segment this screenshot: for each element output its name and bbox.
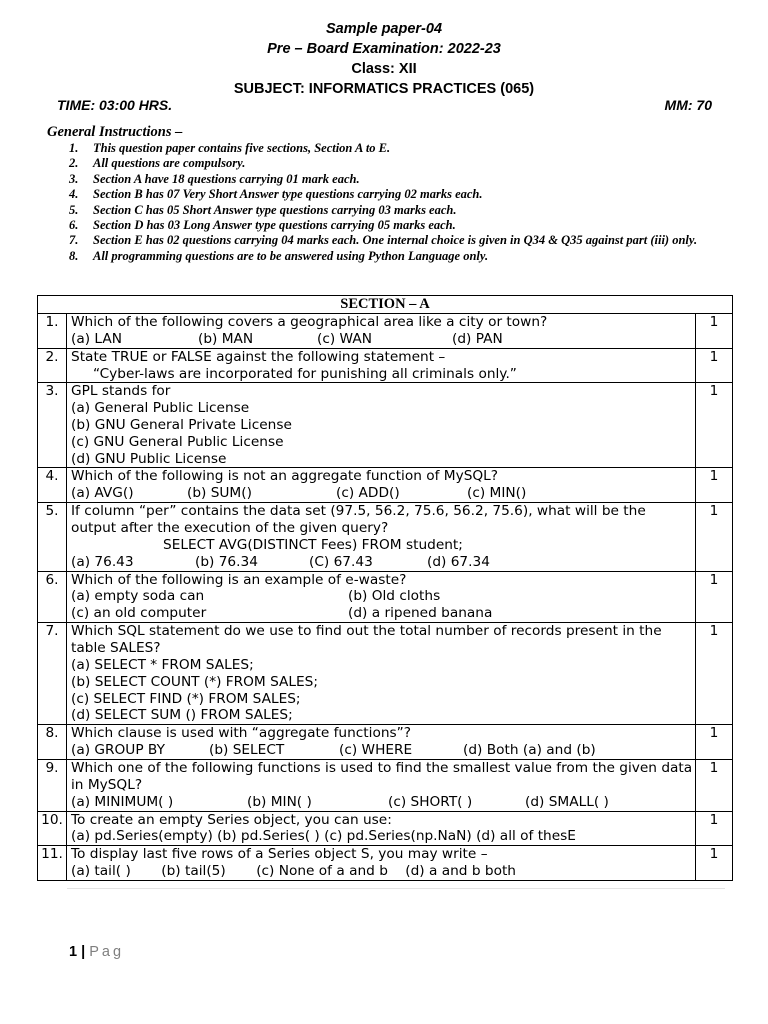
option: (c) an old computer [71, 605, 207, 622]
option: (d) SELECT SUM () FROM SALES; [71, 707, 293, 724]
question-number: 9. [38, 759, 67, 811]
question-number: 1. [38, 314, 67, 349]
question-row [38, 759, 733, 811]
option: (a) 76.43 [71, 553, 134, 570]
option: (c) MIN() [467, 485, 527, 502]
question-text: Which of the following is an example of e-waste? (a) empty soda can (b) Old cloths (c) an old computer (d) a ripened banana [67, 571, 696, 623]
question-row [38, 314, 733, 349]
question-marks: 1 [696, 759, 733, 811]
question-text: Which SQL statement do we use to find out the total number of records present in the table SALES? (a) SELECT * FROM SALES; (b) SELECT COUNT (*) FROM SALES; (c) SELECT FIND (*) FROM SALES; (d) SELECT SUM () FROM SALES; [67, 623, 696, 725]
footer-separator: | [81, 944, 86, 960]
options-row [71, 554, 695, 571]
option: (d) Both (a) and (b) [463, 741, 596, 758]
section-a-table [37, 295, 733, 881]
question-text: To display last five rows of a Series object S, you may write – (a) tail( ) (b) tail(5) (c) None of a and b (d) a and b both [67, 846, 696, 881]
option: (b) SUM() [187, 485, 252, 502]
footer-divider [67, 888, 725, 889]
question-row [38, 503, 733, 571]
question-number: 5. [38, 503, 67, 571]
question-row [38, 571, 733, 623]
paper-header [0, 19, 768, 99]
question-marks: 1 [696, 348, 733, 383]
question-text: Which one of the following functions is used to find the smallest value from the given data in MySQL? (a) MINIMUM( ) (b) MIN( ) (c) SHORT( ) (d) SMALL( ) [67, 759, 696, 811]
options-row: (a) pd.Series(empty) (b) pd.Series( ) (c) pd.Series(np.NaN) (d) all of thesE [71, 828, 576, 845]
class-label: Class: XII [351, 61, 417, 77]
option: (c) WHERE [339, 741, 413, 758]
page-label: Pag [89, 944, 125, 960]
instructions-title: General Instructions – [47, 124, 183, 140]
option: (b) MIN( ) [247, 793, 312, 810]
question-number: 11. [38, 846, 67, 881]
question-text: If column “per” contains the data set (97.5, 56.2, 75.6, 56.2, 75.6), what will be the output after the execution of the given query? SELECT AVG(DISTINCT Fees) FROM student; (a) 76.43 (b) 76.34 (C) 67.43 (d) 67.34 [67, 503, 696, 571]
option: (b) GNU General Private License [71, 416, 292, 433]
instruction-item: 1. This question paper contains five sections, Section A to E. [69, 141, 391, 155]
page-footer [69, 944, 124, 960]
option: (a) LAN [71, 330, 122, 347]
option: (d) GNU Public License [71, 450, 227, 467]
option: (a) General Public License [71, 400, 250, 417]
option: (C) 67.43 [309, 553, 373, 570]
instruction-item: 4. Section B has 07 Very Short Answer type questions carrying 02 marks each. [69, 187, 483, 202]
sql-query: SELECT AVG(DISTINCT Fees) FROM student; [163, 536, 463, 553]
question-number: 4. [38, 468, 67, 503]
options-row: (a) tail( ) (b) tail(5) (c) None of a and b (d) a and b both [71, 862, 516, 879]
question-marks: 1 [696, 468, 733, 503]
time-label: TIME: 03:00 HRS. [57, 97, 173, 113]
question-marks: 1 [696, 725, 733, 760]
option: (a) MINIMUM( ) [71, 793, 174, 810]
question-row [38, 623, 733, 725]
option: (c) SELECT FIND (*) FROM SALES; [71, 690, 301, 707]
option: (b) Old cloths [348, 588, 441, 605]
section-title: SECTION – A [38, 296, 733, 314]
option: (d) PAN [452, 330, 503, 347]
question-number: 6. [38, 571, 67, 623]
option: (c) ADD() [336, 485, 400, 502]
question-text: State TRUE or FALSE against the following statement – “Cyber-laws are incorporated for punishing all criminals only.” [67, 348, 696, 383]
option: (b) SELECT [209, 741, 285, 758]
options-row [71, 605, 695, 622]
option: (d) a ripened banana [348, 605, 493, 622]
question-marks: 1 [696, 623, 733, 725]
option: (a) empty soda can [71, 588, 205, 605]
question-text: Which of the following is not an aggregate function of MySQL? (a) AVG() (b) SUM() (c) ADD() (c) MIN() [67, 468, 696, 503]
question-number: 10. [38, 811, 67, 846]
instruction-item: 5. Section C has 05 Short Answer type questions carrying 03 marks each. [69, 202, 457, 217]
option: (b) 76.34 [195, 553, 258, 570]
option: (a) AVG() [71, 485, 134, 502]
instructions-list [69, 141, 729, 264]
question-marks: 1 [696, 503, 733, 571]
instruction-item: 3. Section A have 18 questions carrying 01 mark each. [69, 171, 360, 186]
option: (a) SELECT * FROM SALES; [71, 656, 254, 673]
option: (d) SMALL( ) [525, 793, 609, 810]
question-row [38, 383, 733, 468]
page-number: 1 [69, 944, 78, 960]
option: (a) GROUP BY [71, 741, 165, 758]
question-marks: 1 [696, 383, 733, 468]
question-number: 2. [38, 348, 67, 383]
question-number: 7. [38, 623, 67, 725]
time-marks-row [57, 97, 712, 115]
option: (b) SELECT COUNT (*) FROM SALES; [71, 673, 318, 690]
option: (c) GNU General Public License [71, 433, 284, 450]
instruction-item: 2. All questions are compulsory. [69, 156, 246, 171]
question-marks: 1 [696, 314, 733, 349]
exam-name: Pre – Board Examination: 2022-23 [267, 41, 501, 57]
options-row [71, 588, 695, 605]
question-marks: 1 [696, 811, 733, 846]
paper-title: Sample paper-04 [325, 21, 443, 37]
max-marks-label: MM: 70 [664, 97, 712, 113]
question-number: 3. [38, 383, 67, 468]
instruction-item: 7. Section E has 02 questions carrying 04 marks each. One internal choice is given in Q34 & Q35 against part (iii) only. [69, 233, 698, 248]
question-marks: 1 [696, 846, 733, 881]
option: (c) WAN [317, 330, 372, 347]
instruction-item: 8. All programming questions are to be answered using Python Language only. [69, 248, 489, 263]
question-row [38, 846, 733, 881]
question-text: To create an empty Series object, you can use: (a) pd.Series(empty) (b) pd.Series( ) (c) pd.Series(np.NaN) (d) all of thesE [67, 811, 696, 846]
question-text: Which of the following covers a geographical area like a city or town? (a) LAN (b) MAN (c) WAN (d) PAN [67, 314, 696, 349]
subject-label: SUBJECT: INFORMATICS PRACTICES (065) [233, 81, 535, 97]
question-text: GPL stands for (a) General Public License (b) GNU General Private License (c) GNU General Public License (d) GNU Public License [67, 383, 696, 468]
question-text: Which clause is used with “aggregate functions”? (a) GROUP BY (b) SELECT (c) WHERE (d) Both (a) and (b) [67, 725, 696, 760]
option: (b) MAN [198, 330, 254, 347]
section-header-row [38, 296, 733, 314]
question-marks: 1 [696, 571, 733, 623]
options-row [71, 331, 695, 348]
question-number: 8. [38, 725, 67, 760]
options-row [71, 485, 695, 502]
question-row [38, 468, 733, 503]
question-row [38, 348, 733, 383]
option: (c) SHORT( ) [388, 793, 473, 810]
question-row [38, 725, 733, 760]
options-row [71, 794, 695, 811]
instruction-item: 6. Section D has 03 Long Answer type questions carrying 05 marks each. [69, 218, 456, 233]
options-row [71, 742, 695, 759]
option: (d) 67.34 [427, 553, 490, 570]
question-row [38, 811, 733, 846]
